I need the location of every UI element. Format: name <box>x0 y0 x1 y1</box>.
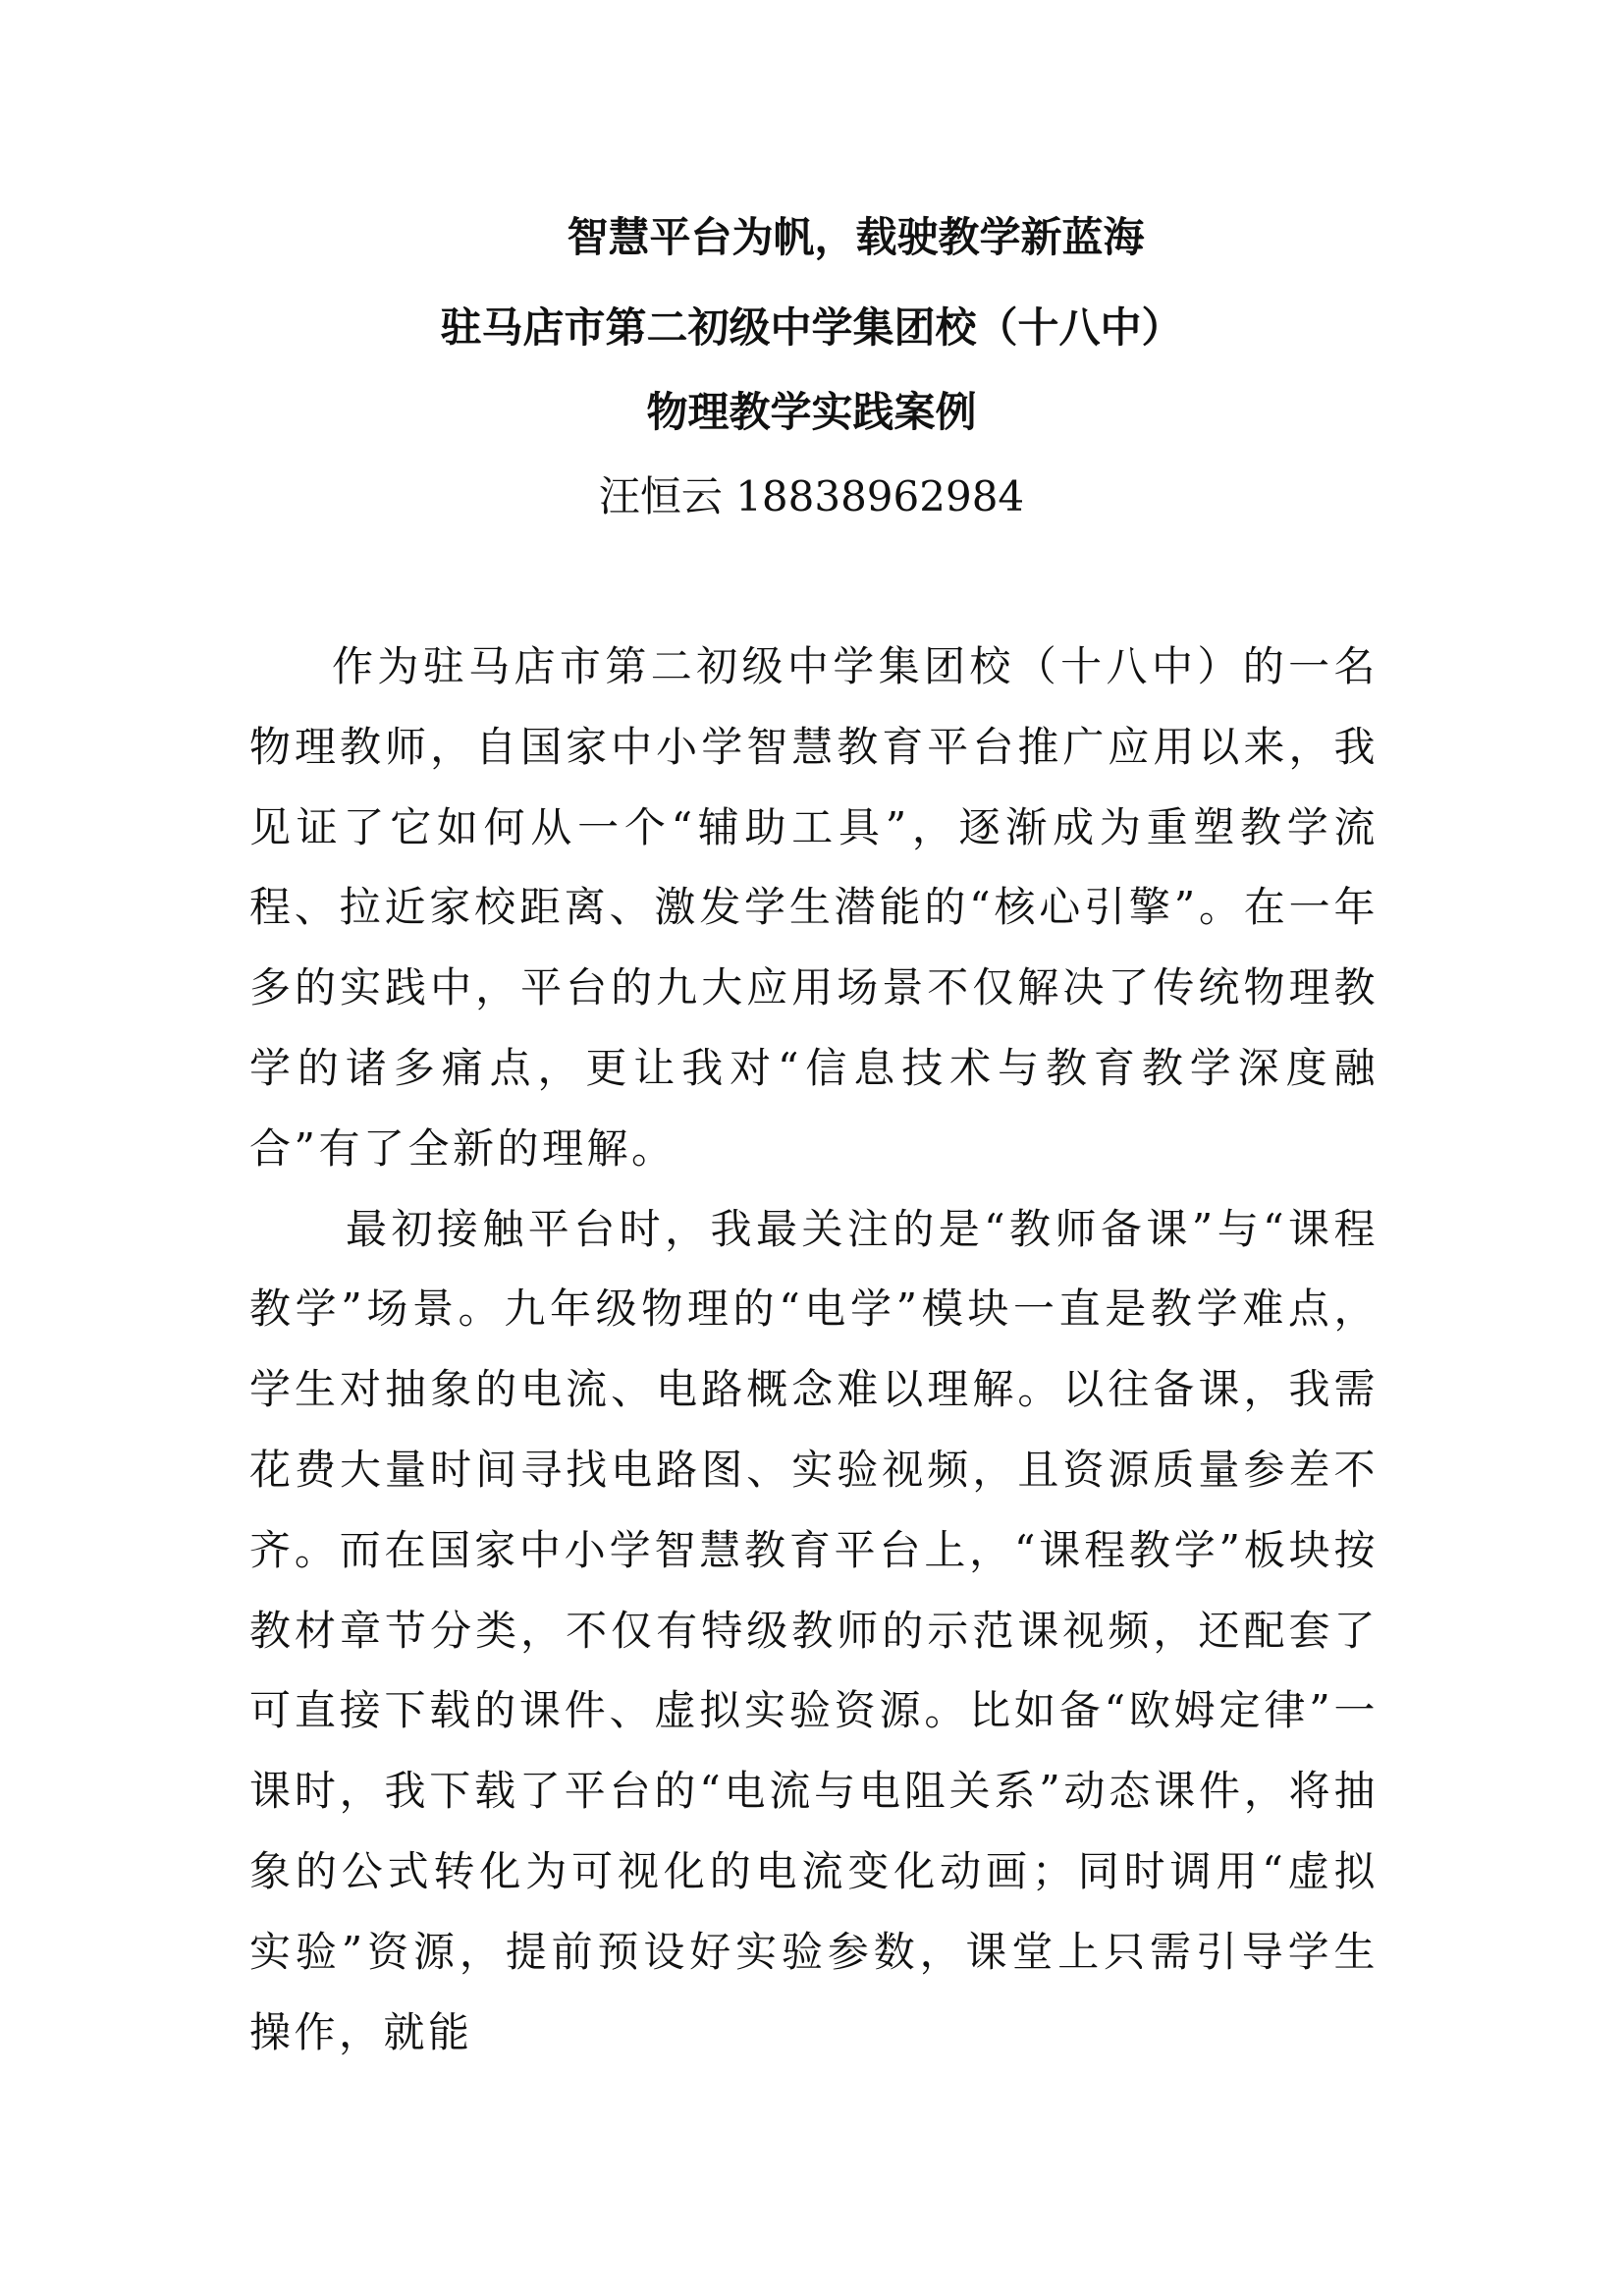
body-text <box>249 627 1379 2072</box>
paragraph-2: 最初接触平台时，我最关注的是“教师备课”与“课程教学”场景。九年级物理的“电学”模块一直是教学难点，学生对抽象的电流、电路概念难以理解。以往备课，我需花费大量时间寻找电路图、实验视频，且资源质量参差不齐。而在国家中小学智慧教育平台上，“课程教学”板块按教材章节分类，不仅有特级教师的示范课视频，还配套了可直接下载的课件、虚拟实验资源。比如备“欧姆定律”一课时，我下载了平台的“电流与电阻关系”动态课件，将抽象的公式转化为可视化的电流变化动画；同时调用“虚拟实验”资源，提前预设好实验参数，课堂上只需引导学生操作，就能 <box>249 1204 1379 2056</box>
paragraph-1: 作为驻马店市第二初级中学集团校（十八中）的一名物理教师，自国家中小学智慧教育平台推广应用以来，我见证了它如何从一个“辅助工具”，逐渐成为重塑教学流程、拉近家校距离、激发学生潜能的“核心引擎”。在一年多的实践中，平台的九大应用场景不仅解决了传统物理教学的诸多痛点，更让我对“信息技术与教育教学深度融合”有了全新的理解。 <box>249 642 1379 1173</box>
school-name: 驻马店市第二初级中学集团校（十八中） <box>440 303 1183 352</box>
document-title: 智慧平台为帆，载驶教学新蓝海 <box>567 213 1145 261</box>
document-subtitle: 物理教学实践案例 <box>646 388 977 436</box>
author-line: 汪恒云 18838962984 <box>598 472 1025 520</box>
